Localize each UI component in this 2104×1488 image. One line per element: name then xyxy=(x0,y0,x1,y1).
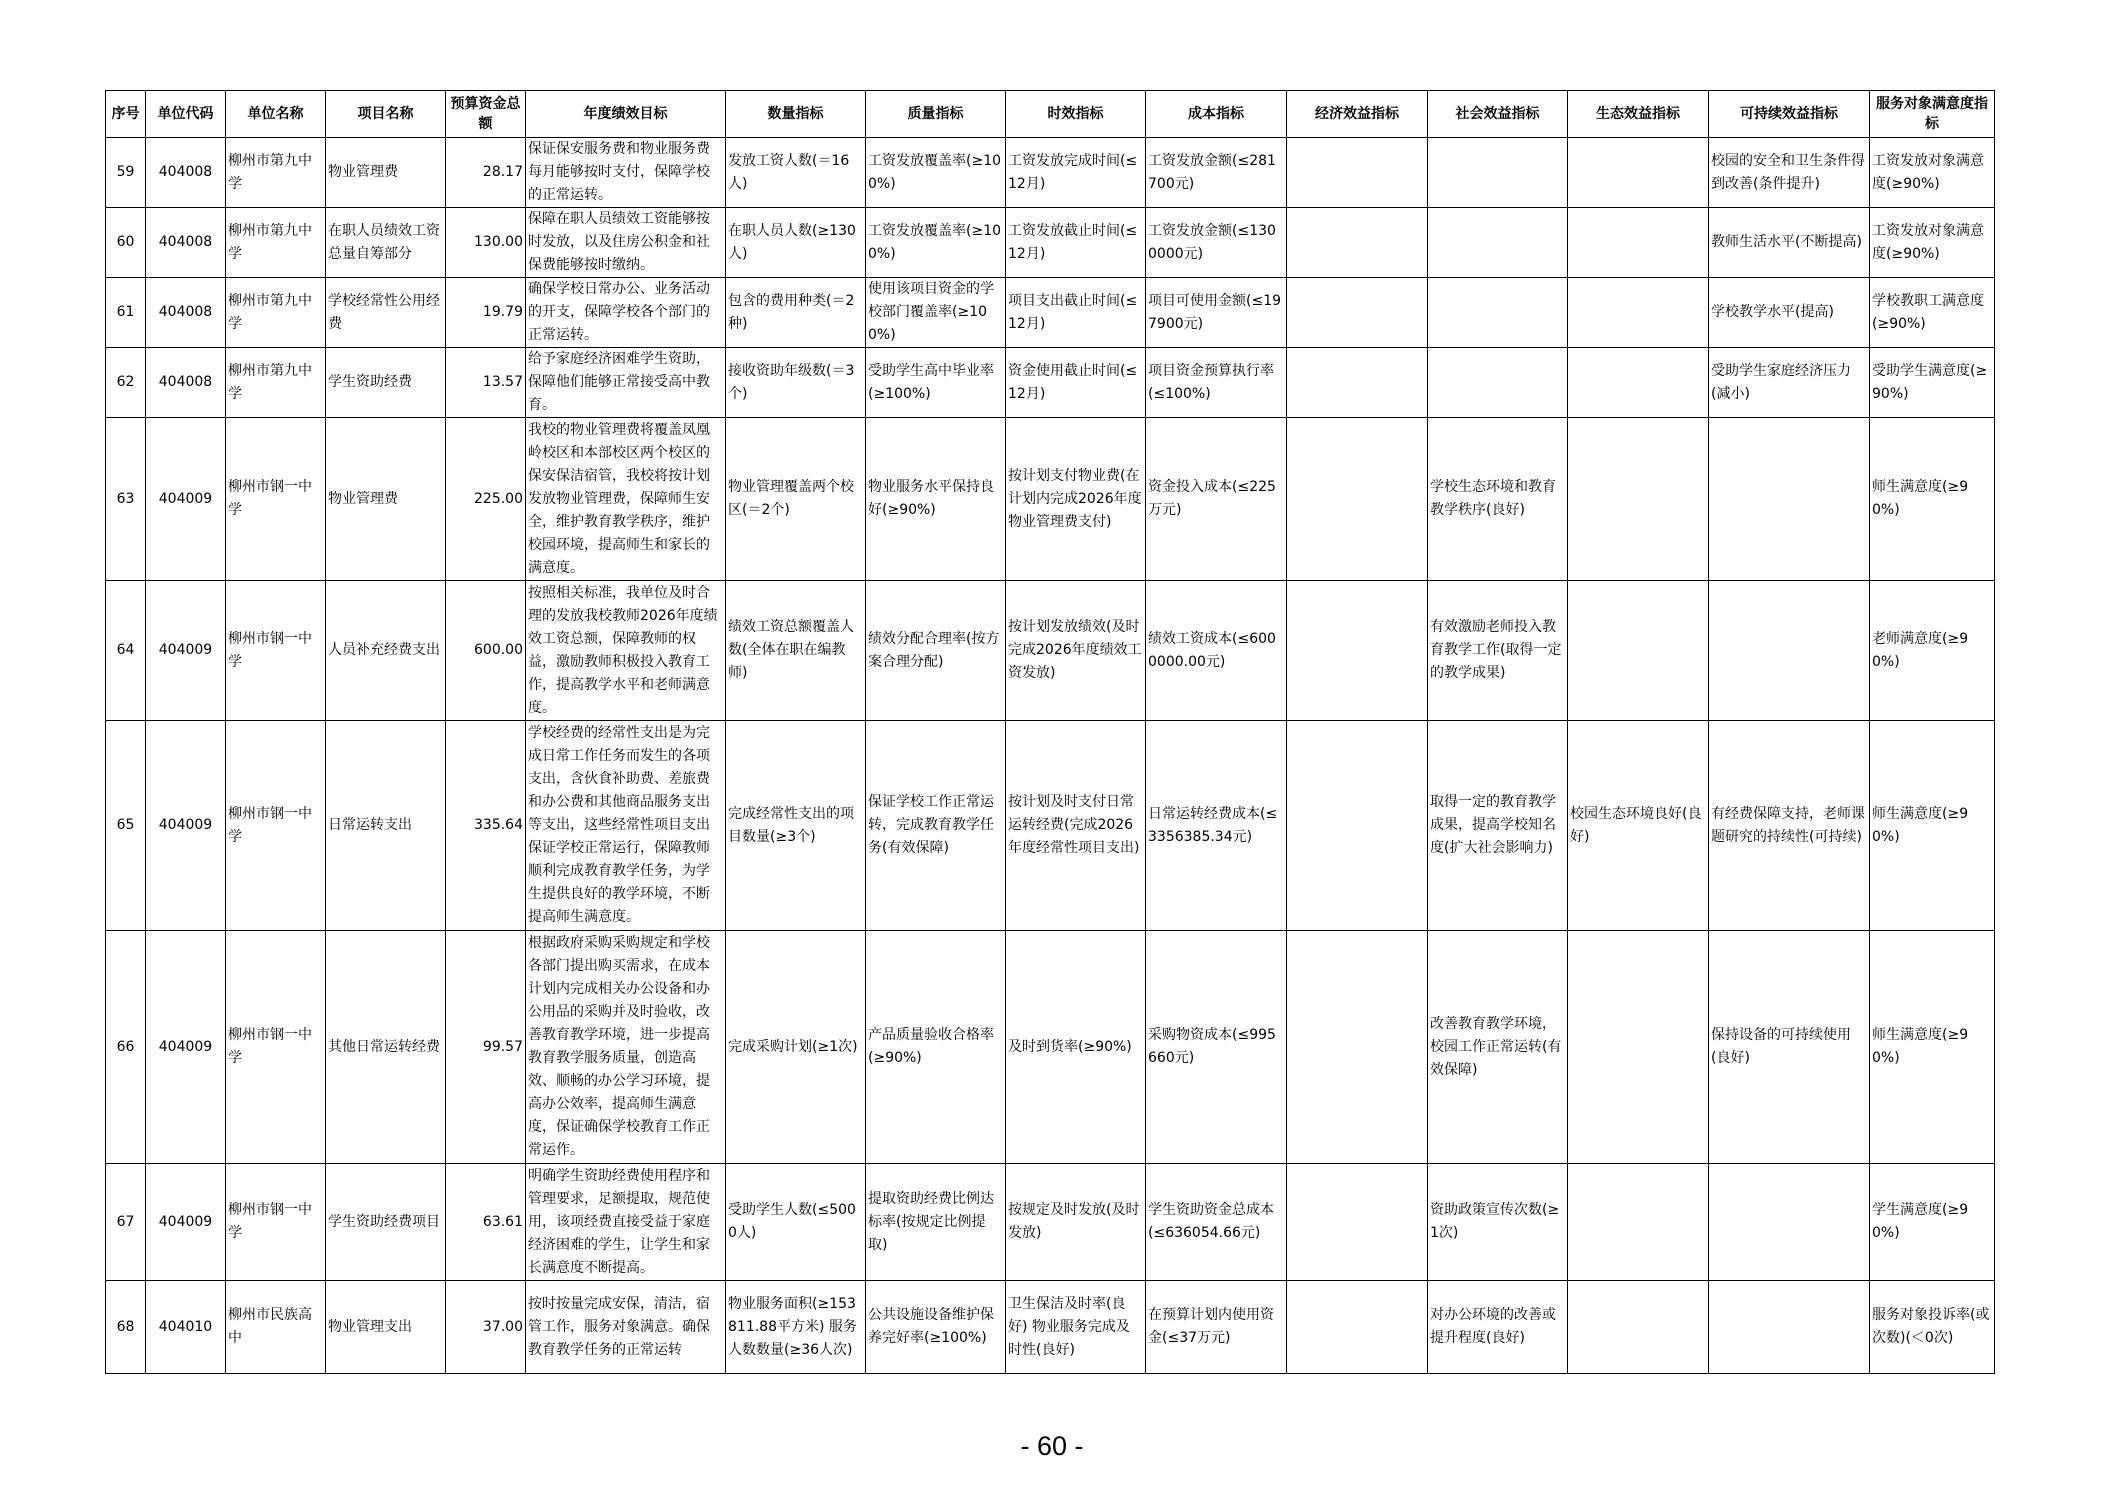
table-cell: 校园的安全和卫生条件得到改善(条件提升) xyxy=(1709,138,1870,208)
table-row xyxy=(106,208,1995,278)
table-cell: 绩效分配合理率(按方案合理分配) xyxy=(866,581,1006,721)
table-cell: 服务对象投诉率(或次数)(＜0次) xyxy=(1870,1281,1995,1374)
table-cell: 404009 xyxy=(146,931,226,1164)
table-cell: 404008 xyxy=(146,348,226,418)
table-cell: 完成采购计划(≥1次) xyxy=(726,931,866,1164)
table-cell xyxy=(1428,348,1568,418)
table-cell: 包含的费用种类(＝2种) xyxy=(726,278,866,348)
header-cell: 社会效益指标 xyxy=(1428,91,1568,138)
table-cell: 取得一定的教育教学成果，提高学校知名度(扩大社会影响力) xyxy=(1428,721,1568,931)
table-cell: 学生满意度(≥90%) xyxy=(1870,1164,1995,1281)
table-cell: 物业服务水平保持良好(≥90%) xyxy=(866,418,1006,581)
table-cell: 柳州市第九中学 xyxy=(226,138,326,208)
table-cell: 99.57 xyxy=(446,931,526,1164)
table-cell: 600.00 xyxy=(446,581,526,721)
table-cell xyxy=(1287,931,1428,1164)
table-cell: 保证学校工作正常运转，完成教育教学任务(有效保障) xyxy=(866,721,1006,931)
table-cell: 65 xyxy=(106,721,146,931)
table-cell: 404008 xyxy=(146,138,226,208)
table-cell: 改善教育教学环境，校园工作正常运转(有效保障) xyxy=(1428,931,1568,1164)
table-cell: 柳州市钢一中学 xyxy=(226,418,326,581)
table-cell: 67 xyxy=(106,1164,146,1281)
table-cell: 404008 xyxy=(146,208,226,278)
table-cell xyxy=(1709,418,1870,581)
table-cell: 404009 xyxy=(146,721,226,931)
table-cell: 物业管理费 xyxy=(326,138,446,208)
header-cell: 成本指标 xyxy=(1146,91,1287,138)
table-cell: 采购物资成本(≤995660元) xyxy=(1146,931,1287,1164)
table-cell: 有经费保障支持，老师课题研究的持续性(可持续) xyxy=(1709,721,1870,931)
table-cell: 受助学生高中毕业率(≥100%) xyxy=(866,348,1006,418)
table-cell xyxy=(1287,278,1428,348)
table-cell: 工资发放对象满意度(≥90%) xyxy=(1870,138,1995,208)
table-cell: 68 xyxy=(106,1281,146,1374)
table-cell: 404009 xyxy=(146,1164,226,1281)
table-cell: 按规定及时发放(及时发放) xyxy=(1006,1164,1146,1281)
table-row xyxy=(106,138,1995,208)
table-cell xyxy=(1287,138,1428,208)
table-cell: 404008 xyxy=(146,278,226,348)
table-cell: 60 xyxy=(106,208,146,278)
table-cell: 柳州市第九中学 xyxy=(226,278,326,348)
table-cell: 63 xyxy=(106,418,146,581)
header-cell: 质量指标 xyxy=(866,91,1006,138)
table-cell: 受助学生人数(≤5000人) xyxy=(726,1164,866,1281)
table-cell: 明确学生资助经费使用程序和管理要求，足额提取，规范使用，该项经费直接受益于家庭经济困难的学生，让学生和家长满意度不断提高。 xyxy=(526,1164,726,1281)
table-row xyxy=(106,931,1995,1164)
table-cell: 学校经费的经常性支出是为完成日常工作任务而发生的各项支出，含伙食补助费、差旅费和办公费和其他商品服务支出等支出，这些经常性项目支出保证学校正常运行，保障教师顺利完成教育教学任务，为学生提供良好的教学环境，不断提高师生满意度。 xyxy=(526,721,726,931)
table-cell: 按计划支付物业费(在计划内完成2026年度物业管理费支付) xyxy=(1006,418,1146,581)
table-cell: 我校的物业管理费将覆盖凤凰岭校区和本部校区两个校区的保安保洁宿管，我校将按计划发放物业管理费，保障师生安全，维护教育教学秩序，维护校园环境，提高师生和家长的满意度。 xyxy=(526,418,726,581)
table-cell: 学生资助经费 xyxy=(326,348,446,418)
table-cell xyxy=(1709,581,1870,721)
table-cell xyxy=(1568,931,1709,1164)
table-cell xyxy=(1568,1164,1709,1281)
table-cell: 项目支出截止时间(≤12月) xyxy=(1006,278,1146,348)
table-cell: 物业管理支出 xyxy=(326,1281,446,1374)
table-cell: 师生满意度(≥90%) xyxy=(1870,721,1995,931)
table-cell: 学校教职工满意度(≥90%) xyxy=(1870,278,1995,348)
header-cell: 可持续效益指标 xyxy=(1709,91,1870,138)
table-cell: 37.00 xyxy=(446,1281,526,1374)
table-cell: 有效激励老师投入教育教学工作(取得一定的教学成果) xyxy=(1428,581,1568,721)
table-cell: 人员补充经费支出 xyxy=(326,581,446,721)
table-row xyxy=(106,348,1995,418)
table-cell: 按时按量完成安保，清洁，宿管工作，服务对象满意。确保教育教学任务的正常运转 xyxy=(526,1281,726,1374)
table-cell xyxy=(1287,581,1428,721)
table-body xyxy=(106,138,1995,1374)
table-cell xyxy=(1568,138,1709,208)
table-cell: 柳州市钢一中学 xyxy=(226,581,326,721)
table-cell: 其他日常运转经费 xyxy=(326,931,446,1164)
table-cell: 受助学生家庭经济压力(减小) xyxy=(1709,348,1870,418)
table-cell: 日常运转支出 xyxy=(326,721,446,931)
table-cell xyxy=(1568,348,1709,418)
header-cell: 单位名称 xyxy=(226,91,326,138)
table-cell: 工资发放覆盖率(≥100%) xyxy=(866,138,1006,208)
table-cell: 接收资助年级数(＝3个) xyxy=(726,348,866,418)
table-cell: 工资发放金额(≤1300000元) xyxy=(1146,208,1287,278)
header-cell: 序号 xyxy=(106,91,146,138)
table-cell xyxy=(1287,721,1428,931)
table-cell: 受助学生满意度(≥90%) xyxy=(1870,348,1995,418)
table-cell xyxy=(1568,278,1709,348)
table-cell xyxy=(1287,348,1428,418)
table-cell: 完成经常性支出的项目数量(≥3个) xyxy=(726,721,866,931)
table-cell: 66 xyxy=(106,931,146,1164)
table-cell: 工资发放完成时间(≤12月) xyxy=(1006,138,1146,208)
header-cell: 年度绩效目标 xyxy=(526,91,726,138)
table-cell: 产品质量验收合格率(≥90%) xyxy=(866,931,1006,1164)
table-cell: 柳州市钢一中学 xyxy=(226,721,326,931)
table-cell xyxy=(1428,208,1568,278)
table-cell: 按照相关标准，我单位及时合理的发放我校教师2026年度绩效工资总额，保障教师的权益，激励教师积极投入教育工作，提高教学水平和老师满意度。 xyxy=(526,581,726,721)
header-cell: 经济效益指标 xyxy=(1287,91,1428,138)
table-cell: 项目资金预算执行率(≤100%) xyxy=(1146,348,1287,418)
table-cell: 按计划及时支付日常运转经费(完成2026年度经常性项目支出) xyxy=(1006,721,1146,931)
table-cell xyxy=(1568,1281,1709,1374)
table-cell: 在职人员绩效工资总量自筹部分 xyxy=(326,208,446,278)
table-cell xyxy=(1428,138,1568,208)
header-cell: 预算资金总额 xyxy=(446,91,526,138)
table-cell: 64 xyxy=(106,581,146,721)
table-cell: 在预算计划内使用资金(≤37万元) xyxy=(1146,1281,1287,1374)
table-cell: 保证保安服务费和物业服务费每月能够按时支付，保障学校的正常运转。 xyxy=(526,138,726,208)
table-cell: 日常运转经费成本(≤3356385.34元) xyxy=(1146,721,1287,931)
table-cell: 学生资助资金总成本(≤636054.66元) xyxy=(1146,1164,1287,1281)
table-cell: 在职人员人数(≥130人) xyxy=(726,208,866,278)
table-cell xyxy=(1287,1281,1428,1374)
table-cell: 学校教学水平(提高) xyxy=(1709,278,1870,348)
table-cell: 根据政府采购采购规定和学校各部门提出购买需求，在成本计划内完成相关办公设备和办公用品的采购并及时验收，改善教育教学环境，进一步提高教育教学服务质量，创造高效、顺畅的办公学习环境，提高办公效率，提高师生满意度，保证确保学校教育工作正常运作。 xyxy=(526,931,726,1164)
table-cell: 工资发放截止时间(≤12月) xyxy=(1006,208,1146,278)
table-cell: 柳州市民族高中 xyxy=(226,1281,326,1374)
table-cell xyxy=(1428,278,1568,348)
table-cell: 物业服务面积(≥153811.88平方米) 服务人数数量(≥36人次) xyxy=(726,1281,866,1374)
header-row xyxy=(106,91,1995,138)
table-cell xyxy=(1568,581,1709,721)
table-cell: 校园生态环境良好(良好) xyxy=(1568,721,1709,931)
table-cell: 62 xyxy=(106,348,146,418)
table-cell: 确保学校日常办公、业务活动的开支，保障学校各个部门的正常运转。 xyxy=(526,278,726,348)
table-cell: 63.61 xyxy=(446,1164,526,1281)
table-cell: 学生资助经费项目 xyxy=(326,1164,446,1281)
table-cell: 项目可使用金额(≤197900元) xyxy=(1146,278,1287,348)
header-cell: 项目名称 xyxy=(326,91,446,138)
table-cell: 404009 xyxy=(146,581,226,721)
table-row xyxy=(106,1164,1995,1281)
page-number: - 60 - xyxy=(1020,1431,1084,1461)
table-cell: 225.00 xyxy=(446,418,526,581)
table-cell: 61 xyxy=(106,278,146,348)
table-cell: 老师满意度(≥90%) xyxy=(1870,581,1995,721)
table-cell: 柳州市钢一中学 xyxy=(226,931,326,1164)
table-cell: 物业管理覆盖两个校区(＝2个) xyxy=(726,418,866,581)
table-cell: 工资发放覆盖率(≥100%) xyxy=(866,208,1006,278)
table-cell: 物业管理费 xyxy=(326,418,446,581)
table-cell: 柳州市第九中学 xyxy=(226,348,326,418)
table-cell: 教师生活水平(不断提高) xyxy=(1709,208,1870,278)
table-cell: 对办公环境的改善或提升程度(良好) xyxy=(1428,1281,1568,1374)
table-cell xyxy=(1287,418,1428,581)
table-cell xyxy=(1568,418,1709,581)
table-cell: 保障在职人员绩效工资能够按时发放，以及住房公积金和社保费能够按时缴纳。 xyxy=(526,208,726,278)
table-cell: 按计划发放绩效(及时完成2026年度绩效工资发放) xyxy=(1006,581,1146,721)
table-row xyxy=(106,278,1995,348)
header-cell: 服务对象满意度指标 xyxy=(1870,91,1995,138)
table-cell xyxy=(1709,1164,1870,1281)
table-cell: 工资发放金额(≤281700元) xyxy=(1146,138,1287,208)
table-cell xyxy=(1568,208,1709,278)
table-cell: 404009 xyxy=(146,418,226,581)
table-cell: 及时到货率(≥90%) xyxy=(1006,931,1146,1164)
table-cell: 提取资助经费比例达标率(按规定比例提取) xyxy=(866,1164,1006,1281)
table-cell: 学校经常性公用经费 xyxy=(326,278,446,348)
table-row xyxy=(106,418,1995,581)
table-cell xyxy=(1287,1164,1428,1281)
table-cell: 柳州市钢一中学 xyxy=(226,1164,326,1281)
table-cell: 59 xyxy=(106,138,146,208)
table-row xyxy=(106,581,1995,721)
header-cell: 生态效益指标 xyxy=(1568,91,1709,138)
table-cell: 柳州市第九中学 xyxy=(226,208,326,278)
table-cell: 资金使用截止时间(≤12月) xyxy=(1006,348,1146,418)
table-row xyxy=(106,721,1995,931)
table-cell: 工资发放对象满意度(≥90%) xyxy=(1870,208,1995,278)
header-cell: 单位代码 xyxy=(146,91,226,138)
table-cell: 师生满意度(≥90%) xyxy=(1870,931,1995,1164)
performance-table xyxy=(105,90,1995,1374)
table-cell: 绩效工资总额覆盖人数(全体在职在编教师) xyxy=(726,581,866,721)
table-header xyxy=(106,91,1995,138)
table-row xyxy=(106,1281,1995,1374)
header-cell: 时效指标 xyxy=(1006,91,1146,138)
table-cell: 卫生保洁及时率(良好) 物业服务完成及时性(良好) xyxy=(1006,1281,1146,1374)
table-cell: 发放工资人数(＝16人) xyxy=(726,138,866,208)
table-cell: 28.17 xyxy=(446,138,526,208)
table-cell: 19.79 xyxy=(446,278,526,348)
table-cell: 师生满意度(≥90%) xyxy=(1870,418,1995,581)
table-cell: 学校生态环境和教育教学秩序(良好) xyxy=(1428,418,1568,581)
table-cell: 保持设备的可持续使用(良好) xyxy=(1709,931,1870,1164)
table-cell xyxy=(1709,1281,1870,1374)
table-cell: 给予家庭经济困难学生资助，保障他们能够正常接受高中教育。 xyxy=(526,348,726,418)
table-cell: 资金投入成本(≤225万元) xyxy=(1146,418,1287,581)
table-cell xyxy=(1287,208,1428,278)
table-cell: 130.00 xyxy=(446,208,526,278)
header-cell: 数量指标 xyxy=(726,91,866,138)
table-cell: 公共设施设备维护保养完好率(≥100%) xyxy=(866,1281,1006,1374)
table-cell: 335.64 xyxy=(446,721,526,931)
table-cell: 使用该项目资金的学校部门覆盖率(≥100%) xyxy=(866,278,1006,348)
table-cell: 13.57 xyxy=(446,348,526,418)
table-cell: 404010 xyxy=(146,1281,226,1374)
table-cell: 资助政策宣传次数(≥1次) xyxy=(1428,1164,1568,1281)
table-cell: 绩效工资成本(≤6000000.00元) xyxy=(1146,581,1287,721)
